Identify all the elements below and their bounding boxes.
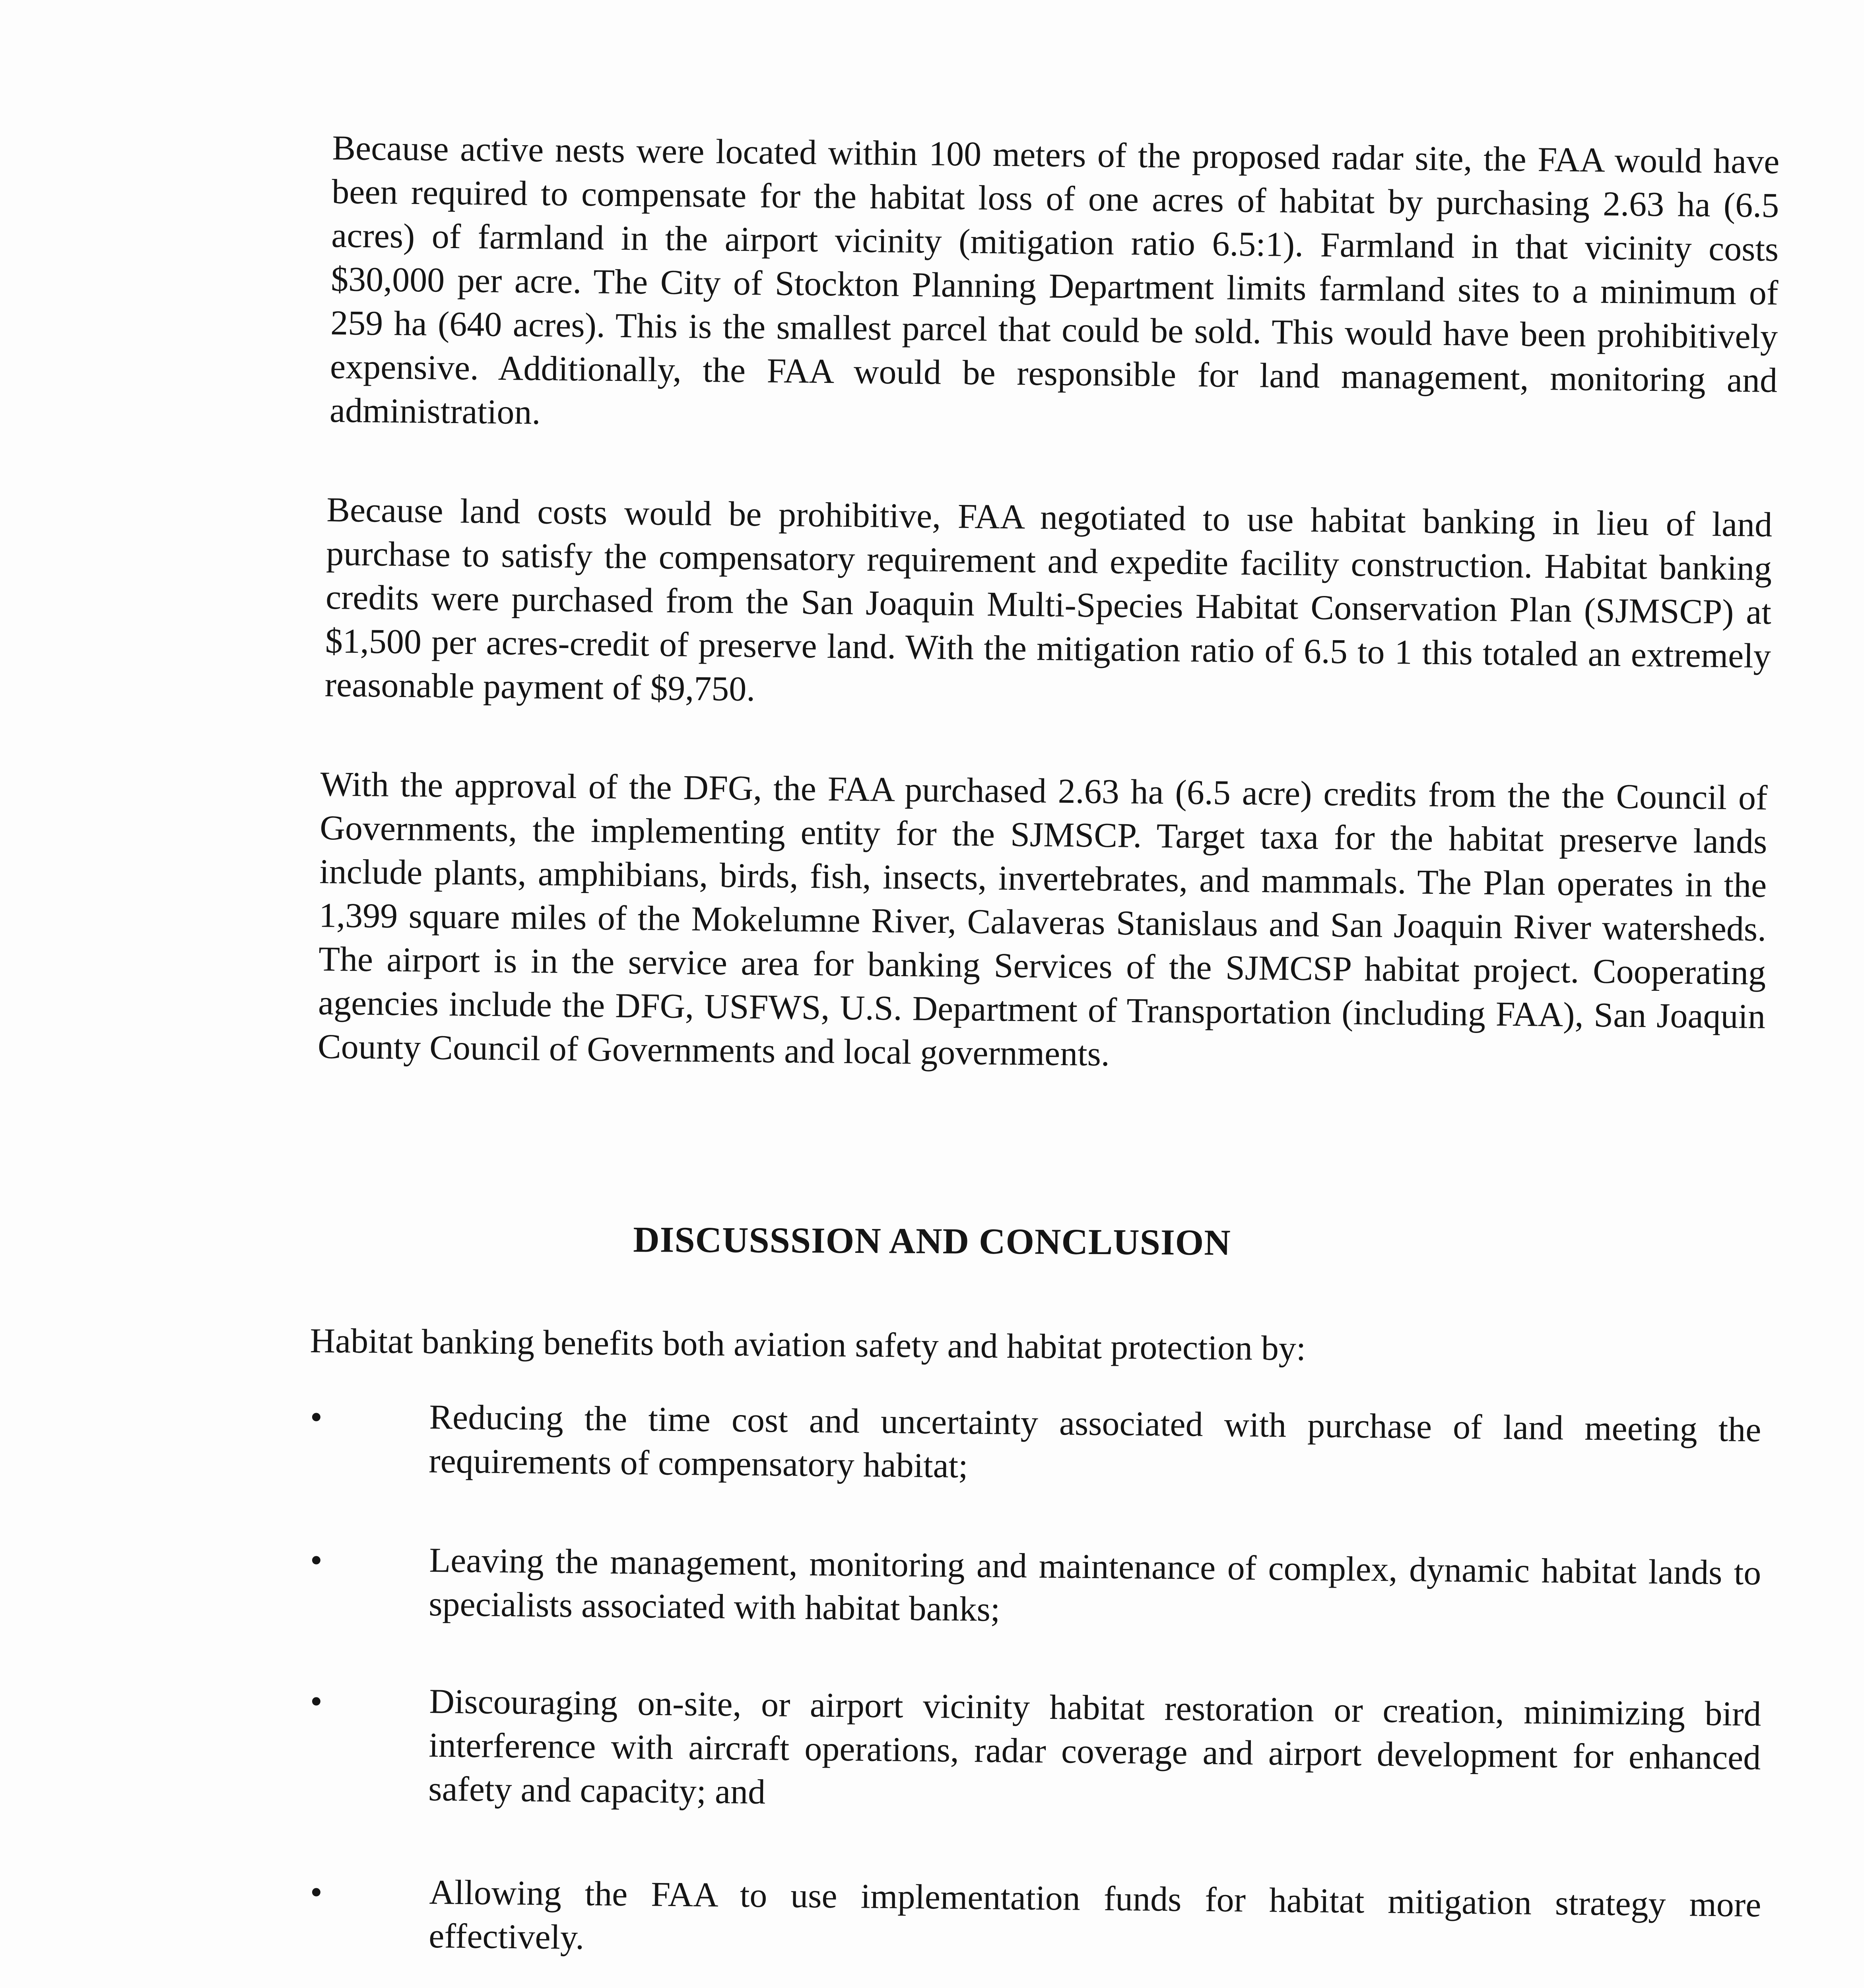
intro-sentence: Habitat banking benefits both aviation safety and habitat protection by: xyxy=(310,1321,1306,1368)
bullet-text: Discouraging on-site, or airport vicinity habitat restoration or creation, minimizing bird interference with aircraft operations, radar coverage and airport development for enhanced safety and capacity; and xyxy=(428,1682,1761,1812)
bullet-icon: • xyxy=(310,1682,322,1721)
paragraph-nest-compensation: Because active nests were located within 100 meters of the proposed radar site, the FAA would have been required to compensate for the habitat loss of one acres of habitat by purchasing 2.63 ha (6.5 acres) of farmland in the airport vicinity (mitigation ratio 6.5:1). Farmland in that vicinity costs $30,000 per acre. The City of Stockton Planning Department limits farmland sites to a minimum of 259 ha (640 acres). This is the smallest parcel that could be sold. This would have been prohibitively expensive. Additionally, the FAA would be responsible for land management, monitoring and administration. xyxy=(329,128,1780,432)
bullet-text: Leaving the management, monitoring and maintenance of complex, dynamic habitat lands to specialists associated with habitat banks; xyxy=(428,1541,1761,1629)
section-heading: DISCUSSSION AND CONCLUSION xyxy=(633,1219,1231,1263)
paragraph-dfg-approval: With the approval of the DFG, the FAA purchased 2.63 ha (6.5 acre) credits from the the Council of Governments, the implementing entity for the SJMSCP. Target taxa for the habitat preserve lands include plants, amphibians, birds, fish, insects, invertebrates, and mammals. The Plan operates in the 1,399 square miles of the Mokelumne River, Calaveras Stanislaus and San Joaquin River watersheds. The airport is in the service area for banking Services of the SJMCSP habitat project. Cooperating agencies include the DFG, USFWS, U.S. Department of Transportation (including FAA), San Joaquin County Council of Governments and local governments. xyxy=(317,765,1768,1074)
bullet-icon: • xyxy=(310,1398,322,1437)
bullet-text: Reducing the time cost and uncertainty associated with purchase of land meeting the requirements of compensatory habitat; xyxy=(428,1398,1761,1486)
paragraph-habitat-banking: Because land costs would be prohibitive, FAA negotiated to use habitat banking in lieu of land purchase to satisfy the compensatory requirement and expedite facility construction. Habitat banking credits were purchased from the San Joaquin Multi-Species Habitat Conservation Plan (SJMSCP) at $1,500 per acres-credit of preserve land. With the mitigation ratio of 6.5 to 1 this totaled an extremely reasonable payment of $9,750. xyxy=(324,490,1773,709)
bullet-icon: • xyxy=(310,1873,322,1912)
bullet-text: Allowing the FAA to use implementation funds for habitat mitigation strategy more effectively. xyxy=(428,1873,1761,1957)
bullet-icon: • xyxy=(310,1541,322,1580)
